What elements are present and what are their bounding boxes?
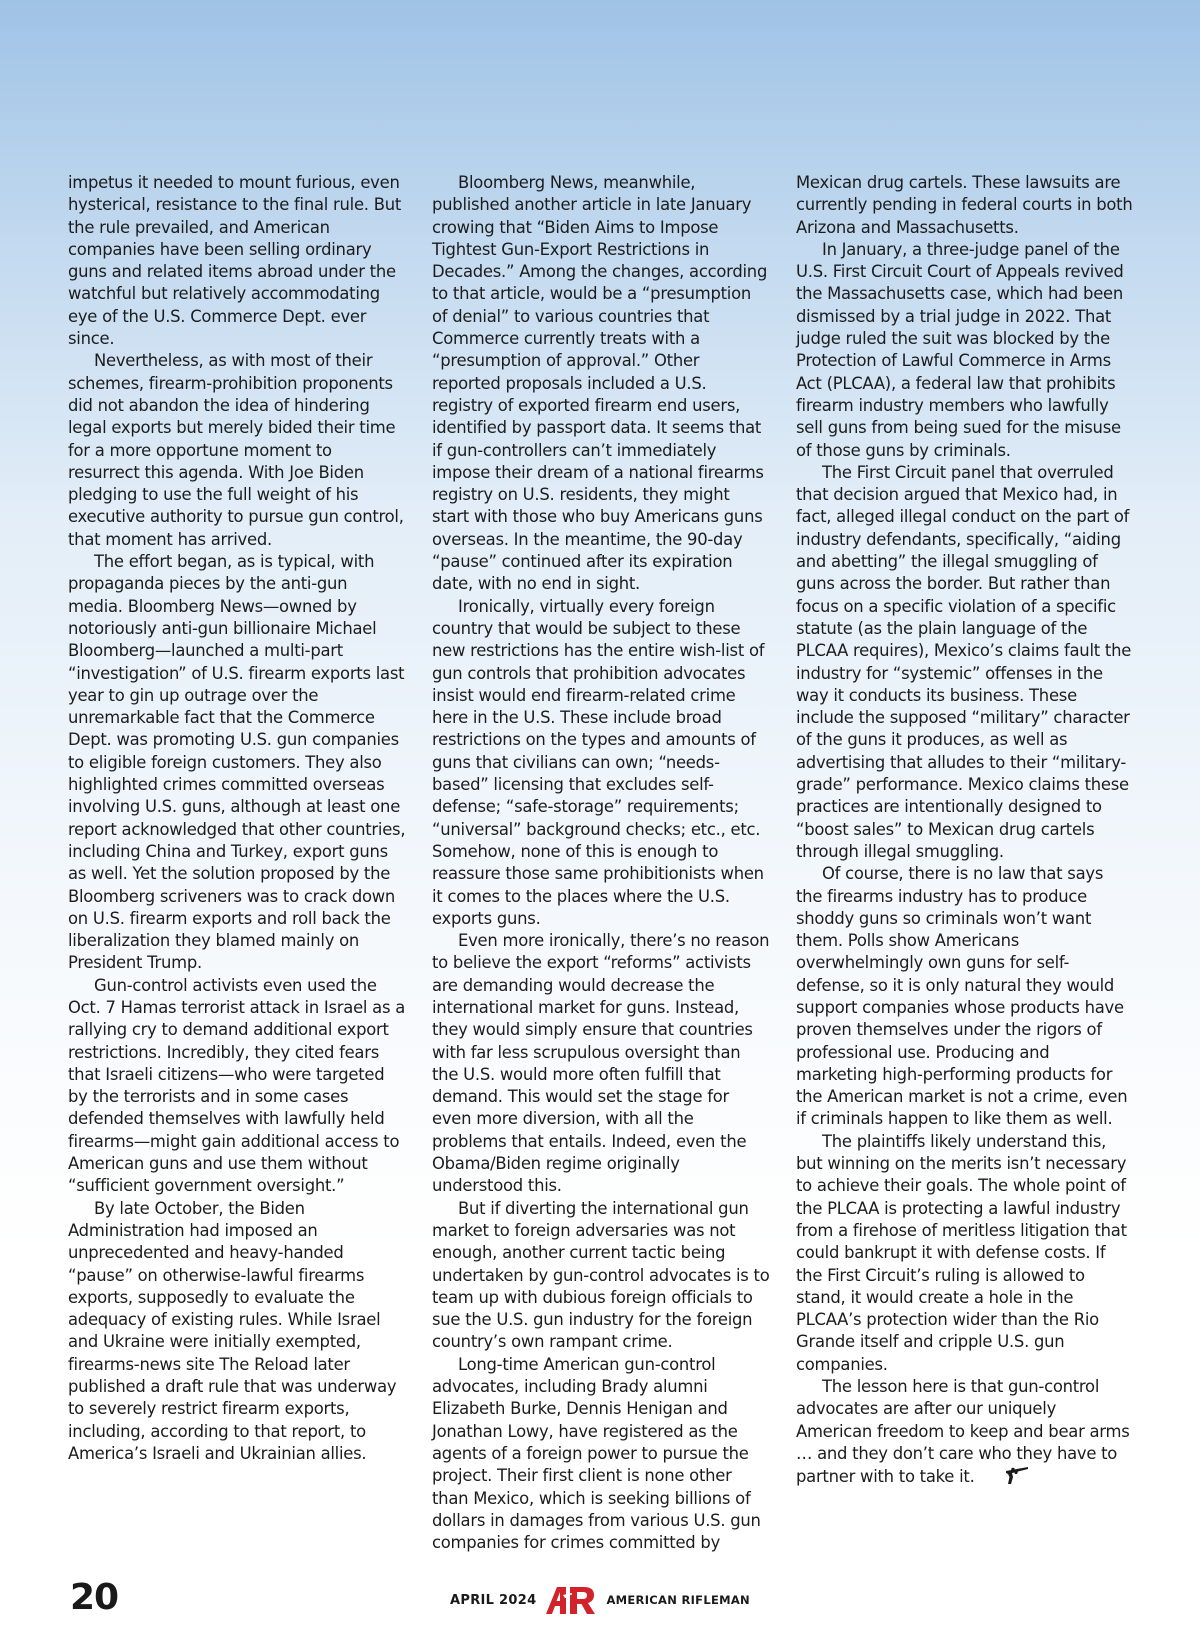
paragraph: The First Circuit panel that overruled that decision argued that Mexico had, in fact, alleged illegal conduct on the part of industry defendants, specifically, “aiding and abetting” the illegal smuggling of guns across the border. But rather than focus on a specific violation of a specific statute (as the plain language of the PLCAA requires), Mexico’s claims fault the industry for “systemic” offenses in the way it conducts its business. These include the supposed “military” character of the guns it produces, as well as advertising that alludes to their “military-grade” performance. Mexico claims these practices are intentionally designed to “boost sales” to Mexican drug cartels through illegal smuggling. (796, 462, 1132, 861)
paragraph: The plaintiffs likely understand this, but winning on the merits isn’t necessary to achieve their goals. The whole point of the PLCAA is protecting a lawful industry from a firehose of meritless litigation that could bankrupt it with defense costs. If the First Circuit’s ruling is allowed to stand, it would create a hole in the PLCAA’s protection wider than the Rio Grande itself and cripple U.S. gun companies. (796, 1131, 1127, 1374)
page-number: 20 (70, 1577, 119, 1618)
paragraph: In January, a three-judge panel of the U.S. First Circuit Court of Appeals revived the Massachusetts case, which had been dismissed by a trial judge in 2022. That judge ruled the suit was blocked by the Protection of Lawful Commerce in Arms Act (PLCAA), a federal law that prohibits firearm industry members who lawfully sell guns from being sued for the misuse of those guns by criminals. (796, 239, 1124, 460)
paragraph: Even more ironically, there’s no reason to believe the export “reforms” activists are demanding would decrease the international market for guns. Instead, they would simply ensure that countries with far less scrupulous oversight than the U.S. would more often fulfill that demand. This would set the stage for even more diversion, with all the problems that entails. Indeed, even the Obama/Biden regime originally understood this. (432, 931, 770, 1196)
logo-letter-r (570, 1587, 595, 1614)
paragraph: Nevertheless, as with most of their schemes, firearm-prohibition proponents did not abandon the idea of hindering legal exports but merely bided their time for a more opportune moment to resurrect this agenda. With Joe Biden pledging to use the full weight of his executive authority to pursue gun control, that moment has arrived. (68, 351, 404, 549)
rifleman-silhouette-icon (978, 1465, 1030, 1491)
magazine-name: AMERICAN RIFLEMAN (606, 1593, 750, 1607)
paragraph: By late October, the Biden Administration had imposed an unprecedented and heavy-handed “pause” on otherwise-lawful firearms exports, supposedly to evaluate the adequacy of existing rules. While Israel and Ukraine were initially exempted, firearms-news site The Reload later published a draft rule that was underway to severely restrict firearm exports, including, according to that report, to America’s Israeli and Ukrainian allies. (68, 1198, 397, 1463)
paragraph (796, 1376, 1134, 1491)
paragraph: Ironically, virtually every foreign country that would be subject to these new restrictions has the entire wish-list of gun controls that prohibition advocates insist would end firearm-related crime here in the U.S. These include broad restrictions on the types and amounts of guns that civilians can own; “needs-based” licensing that excludes self-defense; “safe-storage” requirements; “universal” background checks; etc., etc. Somehow, none of this is enough to reassure those same prohibitionists when it comes to the places where the U.S. exports guns. (432, 596, 765, 928)
american-rifleman-logo (542, 1585, 600, 1615)
article-column-1 (68, 172, 406, 1465)
paragraph: Mexican drug cartels. These lawsuits are currently pending in federal courts in both Arizona and Massachusetts. (796, 173, 1133, 237)
paragraph: The effort began, as is typical, with propaganda pieces by the anti-gun media. Bloomberg News—owned by notoriously anti-gun billionaire Michael Bloomberg—launched a multi-part “investigation” of U.S. firearm exports last year to gin up outrage over the unremarkable fact that the Commerce Dept. was promoting U.S. gun companies to eligible foreign customers. They also highlighted crimes committed overseas involving U.S. guns, although at least one report acknowledged that other countries, including China and Turkey, export guns as well. Yet the solution proposed by the Bloomberg scriveners was to crack down on U.S. firearm exports and roll back the liberalization they blamed mainly on President Trump. (68, 552, 406, 973)
paragraph: impetus it needed to mount furious, even hysterical, resistance to the final rule. But the rule prevailed, and American companies have been selling ordinary guns and related items abroad under the watchful but relatively accommodating eye of the U.S. Commerce Dept. ever since. (68, 173, 402, 349)
page-footer (0, 1585, 1200, 1615)
last-paragraph-text: The lesson here is that gun-control advocates are after our uniquely American freedom to keep and bear arms … and they don’t care who they have to partner with to take it. (796, 1377, 1130, 1487)
paragraph: But if diverting the international gun market to foreign adversaries was not enough, another current tactic being undertaken by gun-control advocates is to team up with dubious foreign officials to sue the U.S. gun industry for the foreign country’s own rampant crime. (432, 1198, 770, 1352)
paragraph: Bloomberg News, meanwhile, published another article in late January crowing that “Biden Aims to Impose Tightest Gun-Export Restrictions in Decades.” Among the changes, according to that article, would be a “presumption of denial” to various countries that Commerce currently treats with a “presumption of approval.” Other reported proposals included a U.S. registry of exported firearm end users, identified by passport data. It seems that if gun-controllers can’t immediately impose their dream of a national firearms registry on U.S. residents, they might start with those who buy Americans guns overseas. In the meantime, the 90-day “pause” continued after its expiration date, with no end in sight. (432, 173, 768, 594)
logo-letter-a (546, 1587, 566, 1614)
issue-date: APRIL 2024 (450, 1592, 537, 1608)
article-column-2 (432, 172, 770, 1554)
paragraph: Gun-control activists even used the Oct. 7 Hamas terrorist attack in Israel as a rallying cry to demand additional export restrictions. Incredibly, they cited fears that Israeli citizens—who were targeted by the terrorists and in some cases defended themselves with lawfully held firearms—might gain additional access to American guns and use them without “sufficient government oversight.” (68, 975, 406, 1196)
article-column-3 (796, 172, 1134, 1492)
paragraph: Long-time American gun-control advocates, including Brady alumni Elizabeth Burke, Dennis Henigan and Jonathan Lowy, have registered as the agents of a foreign power to pursue the project. Their first client is none other than Mexico, which is seeking billions of dollars in damages from various U.S. gun companies for crimes committed by (432, 1354, 761, 1553)
paragraph: Of course, there is no law that says the firearms industry has to produce shoddy guns so criminals won’t want them. Polls show Americans overwhelmingly own guns for self-defense, so it is only natural they would support companies whose products have proven themselves under the rigors of professional use. Producing and marketing high-performing products for the American market is not a crime, even if criminals happen to like them as well. (796, 864, 1128, 1129)
